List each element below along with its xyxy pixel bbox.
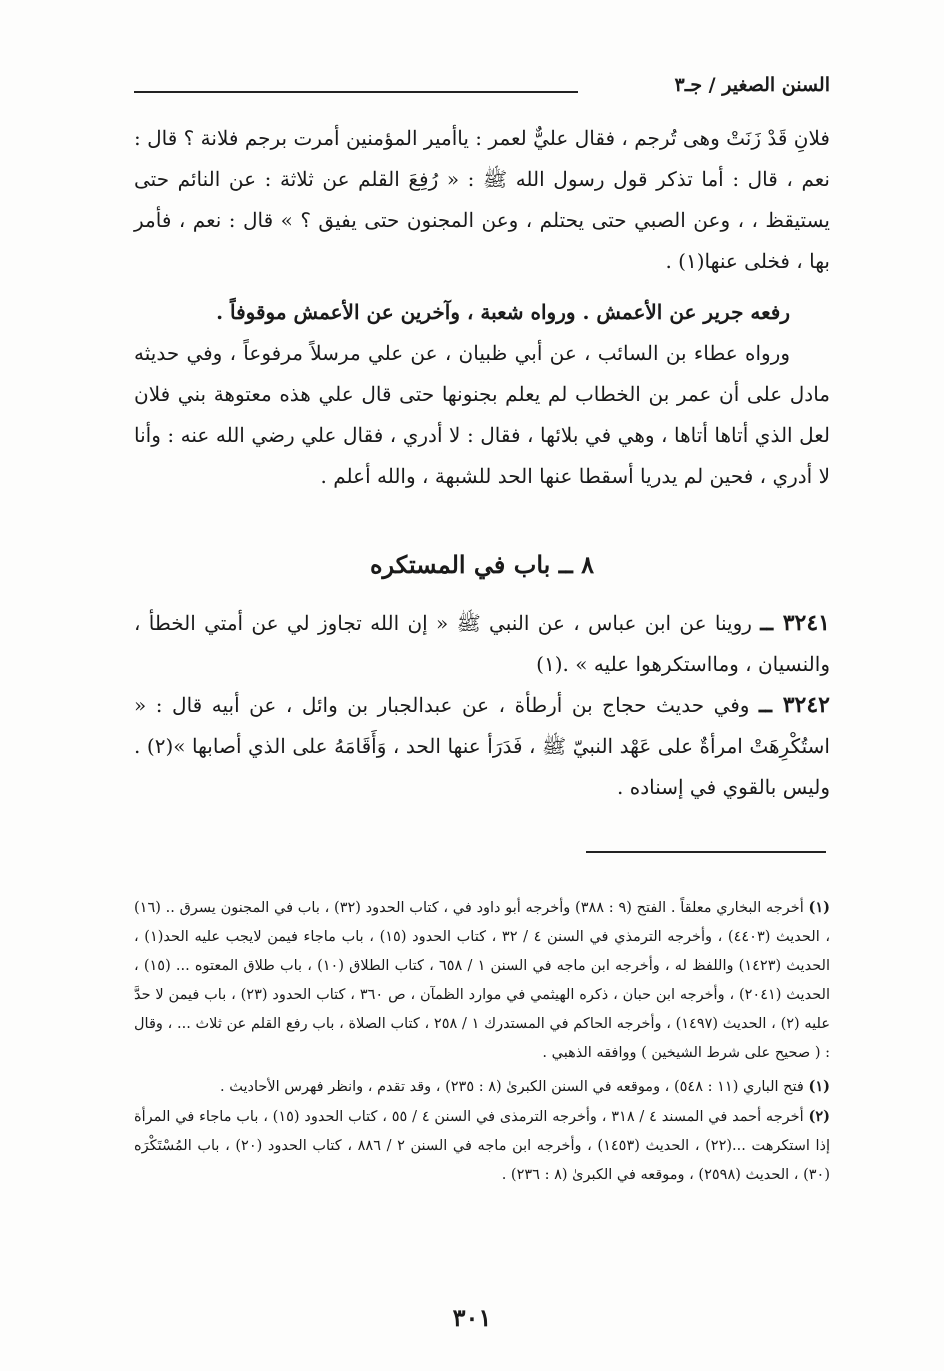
paragraph-3: ورواه عطاء بن السائب ، عن أبي ظبيان ، عن علي مرسلاً مرفوعاً ، وفي حديثه مادل على أن عمر بن الخطاب لم يعلم بجنونها حتى قال علي هذه معتوهة بني فلان لعل الذي أتاها أتاها ، وهي في بلائها ، فقال : لا أدري ، فقال علي رضي الله عنه : وأنا لا أدري ، فحين لم يدريا أسقطا عنها الحد للشبهة ، والله أعلم . xyxy=(134,341,830,488)
footnote-marker: (١) xyxy=(808,899,831,916)
footnote-separator xyxy=(586,851,826,853)
footnote-1 xyxy=(134,893,830,1068)
hadith-3241 xyxy=(134,603,830,685)
hadith-3242 xyxy=(134,685,830,808)
footnote-text: فتح الباري (١١ : ٥٤٨) ، وموقعه في السنن الكبرىٰ (٨ : ٢٣٥) ، وقد تقدم ، وانظر فهرس الأحاديث . xyxy=(220,1079,804,1095)
footnote-2 xyxy=(134,1072,830,1102)
page-number: ٣٠١ xyxy=(452,1303,492,1332)
footnote-3 xyxy=(134,1102,830,1190)
paragraph-2: رفعه جرير عن الأعمش . ورواه شعبة ، وآخرين عن الأعمش موقوفاً . xyxy=(216,300,790,324)
footnote-marker: (٢) xyxy=(808,1108,831,1125)
hadith-number: ٣٢٤١ ــ xyxy=(760,610,830,636)
paragraph-1: فلانِ قَدْ زَنَتْ وهى تُرجم ، فقال عليٌّ لعمر : ياأمير المؤمنين أمرت برجم فلانة ؟ قال : نعم ، قال : أما تذكر قول رسول الله ﷺ : « رُفِعَ القلم عن ثلاثة : عن النائم حتى يستيقظ ، ، وعن الصبي حتى يحتلم ، وعن المجنون حتى يفيق ؟ » قال : نعم ، فأمر بها ، فخلى عنها(١) . xyxy=(134,126,830,273)
hadith-text: وفي حديث حجاج بن أرطأة ، عن عبدالجبار بن وائل ، عن أبيه قال : « استُكْرِهَتْ امرأةٌ على عَهْد النبيّ ﷺ ، فَدَرَأ عنها الحد ، وَأَقَامَهُ على الذي أصابها »(٢) . وليس بالقوي في إسناده . xyxy=(134,693,830,799)
hadith-text: روينا عن ابن عباس ، عن النبي ﷺ « إن الله تجاوز لي عن أمتي الخطأ ، والنسيان ، ومااستكرهوا عليه » .(١) xyxy=(134,611,830,676)
footnote-text: أخرجه أحمد في المسند ٤ / ٣١٨ ، وأخرجه الترمذى في السنن ٤ / ٥٥ ، كتاب الحدود (١٥) ، باب ماجاء في المرأة إذا استكرهت ...(٢٢) ، الحديث (١٤٥٣) ، وأخرجه ابن ماجه في السنن ٢ / ٨٨٦ ، كتاب الحدود (٢٠) ، باب المُسْتَكْرَه (٣٠) ، الحديث (٢٥٩٨) ، وموقعه في الكبرىٰ (٨ : ٢٣٦) . xyxy=(134,1109,831,1183)
header-rule xyxy=(134,91,578,93)
hadith-number: ٣٢٤٢ ــ xyxy=(759,692,830,718)
main-text xyxy=(134,118,830,808)
header-title: السنن الصغير / جـ٣ xyxy=(674,74,830,96)
footnote-text: أخرجه البخاري معلقاً . الفتح (٩ : ٣٨٨) وأخرجه أبو داود في ، كتاب الحدود (٣٢) ، باب في المجنون يسرق .. (١٦) ، الحديث (٤٤٠٣) ، وأخرجه الترمذي في السنن ٤ / ٣٢ ، كتاب الحدود (١٥) ، باب ماجاء فيمن لايجب عليه الحد(١) ، الحديث (١٤٢٣) واللفظ له ، وأخرجه ابن ماجه في السنن ١ / ٦٥٨ ، كتاب الطلاق (١٠) ، باب طلاق المعتوه ... (١٥) ، الحديث (٢٠٤١) ، وأخرجه ابن حبان ، ذكره الهيثمي في موارد الظمآن ، ص ٣٦٠ ، كتاب الحدود (٢٣) ، باب فيمن لا حدَّ عليه (٢) ، الحديث (١٤٩٧) ، وأخرجه الحاكم في المستدرك ١ / ٢٥٨ ، كتاب الصلاة ، باب رفع القلم عن ثلاث ... ، وقال : ( صحيح على شرط الشيخين ) ووافقه الذهبي . xyxy=(134,900,831,1061)
footnotes xyxy=(134,893,830,1190)
running-header xyxy=(134,68,830,108)
section-title: ٨ ــ باب في المستكره xyxy=(369,550,594,579)
footnote-marker: (١) xyxy=(808,1078,830,1095)
